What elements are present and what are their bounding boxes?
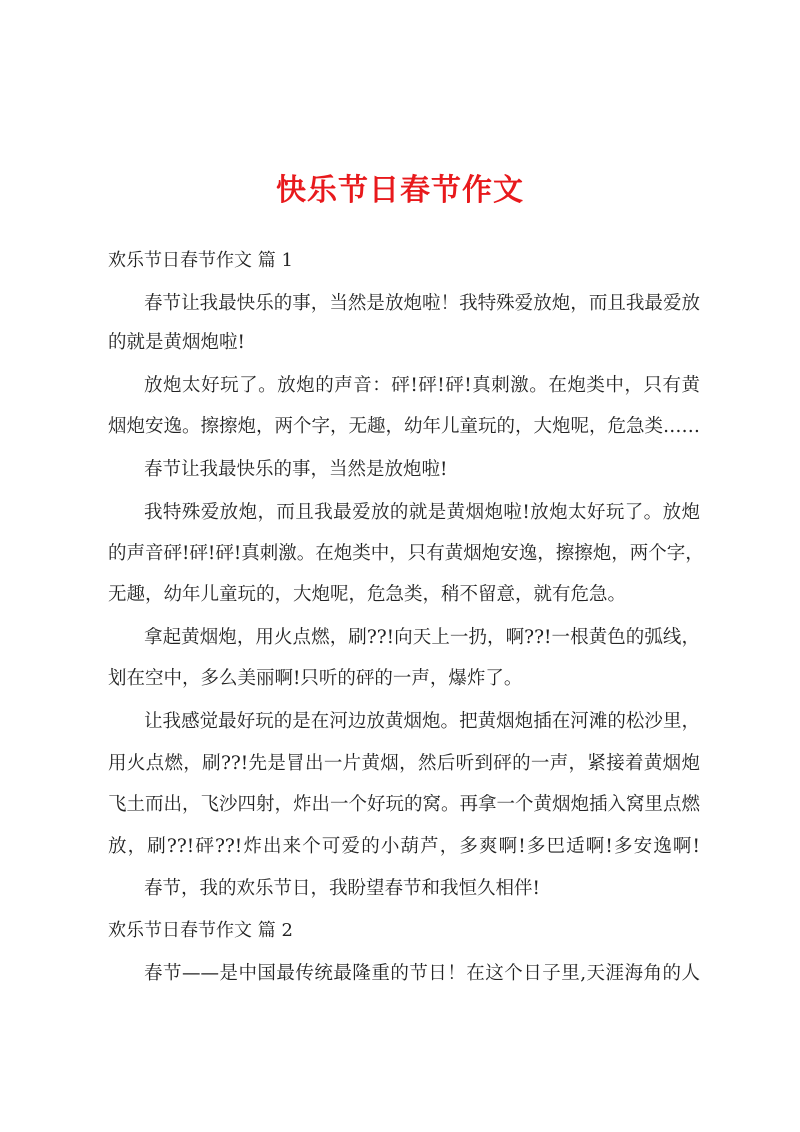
paragraph-line: 春节让我最快乐的事，当然是放炮啦！我特殊爱放炮，而且我最爱放 bbox=[144, 293, 700, 314]
paragraph-line: 放，刷??!砰??!炸出来个可爱的小葫芦，多爽啊!多巴适啊!多安逸啊! bbox=[108, 836, 700, 857]
section-heading: 欢乐节日春节作文 篇 2 bbox=[108, 920, 293, 941]
paragraph-line: 的就是黄烟炮啦! bbox=[108, 332, 245, 353]
paragraph-line: 划在空中，多么美丽啊!只听的砰的一声，爆炸了。 bbox=[108, 668, 523, 689]
paragraph-line: 飞土而出，飞沙四射，炸出一个好玩的窝。再拿一个黄烟炮插入窝里点燃 bbox=[108, 794, 701, 815]
paragraph-line: 放炮太好玩了。放炮的声音：砰!砰!砰!真刺激。在炮类中，只有黄 bbox=[144, 375, 700, 396]
paragraph-line: 无趣，幼年儿童玩的，大炮呢，危急类，稍不留意，就有危急。 bbox=[108, 584, 627, 605]
paragraph-line: 用火点燃，刷??!先是冒出一片黄烟，然后听到砰的一声，紧接着黄烟炮 bbox=[108, 753, 700, 774]
paragraph-line: 春节，我的欢乐节日，我盼望春节和我恒久相伴! bbox=[144, 878, 540, 899]
section-heading: 欢乐节日春节作文 篇 1 bbox=[108, 250, 293, 271]
paragraph-line: 让我感觉最好玩的是在河边放黄烟炮。把黄烟炮插在河滩的松沙里， bbox=[144, 711, 700, 732]
paragraph-line: 拿起黄烟炮，用火点燃，刷??!向天上一扔，啊??!一根黄色的弧线， bbox=[144, 627, 700, 648]
paragraph-line: 烟炮安逸。擦擦炮，两个字，无趣，幼年儿童玩的，大炮呢，危急类…… bbox=[108, 416, 701, 437]
paragraph-line: 春节——是中国最传统最隆重的节日！在这个日子里,天涯海角的人 bbox=[144, 963, 700, 984]
paragraph-line: 我特殊爱放炮，而且我最爱放的就是黄烟炮啦!放炮太好玩了。放炮 bbox=[144, 502, 700, 523]
paragraph-line: 的声音砰!砰!砰!真刺激。在炮类中，只有黄烟炮安逸，擦擦炮，两个字， bbox=[108, 543, 704, 564]
paragraph-line: 春节让我最快乐的事，当然是放炮啦! bbox=[144, 459, 448, 480]
document-title: 快乐节日春节作文 bbox=[276, 173, 524, 208]
